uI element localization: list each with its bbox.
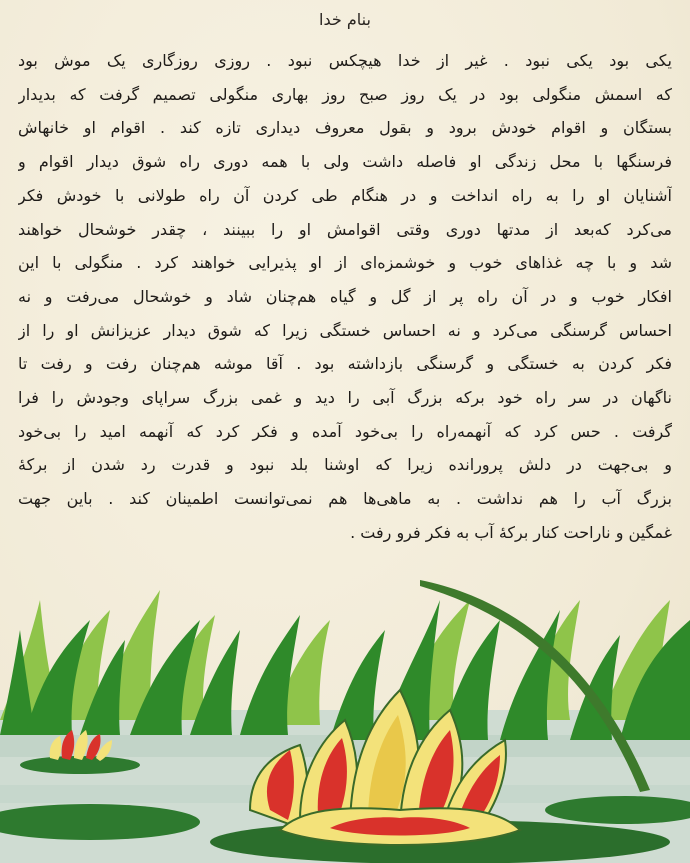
story-line: که اسمش منگولی بود در یک روز صبح روز بهاری منگولی تصمیم گرفت که بدیدار: [18, 84, 672, 104]
story-line: و بی‌جهت در دلش پرورانده زیرا که اوشنا بلد نبود و قدرت رد شدن از برکهٔ: [18, 455, 672, 475]
pond-illustration: [0, 560, 690, 863]
story-line: می‌کرد که‌بعد از مدتها دوری وقتی اقوامش او را ببینند ، چقدر خوشحال خواهند: [18, 219, 672, 239]
story-line: بزرگ آب را هم نداشت . به ماهی‌ها هم نمی‌توانست اطمینان کند . باین جهت: [18, 489, 672, 509]
story-line: فکر کردن به خستگی و گرسنگی بازداشته بود . آقا موشه هم‌چنان رفت و رفت تا: [18, 354, 672, 374]
story-line: فرسنگها با محل زندگی او فاصله داشت ولی با همه دوری راه شوق دیدار اقوام و: [18, 152, 672, 172]
story-line: گرفت . حس کرد که آنهمه‌راه را بی‌خود آمده و فکر کرد که آنهمه امید را بی‌خود: [18, 421, 672, 441]
story-line: احساس گرسنگی می‌کرد و نه احساس خستگی زیرا که شوق دیدار عزیزانش او را از: [18, 320, 672, 340]
page-title: بنام خدا: [319, 10, 371, 29]
story-line: شد و با چه غذاهای خوب و خوشمزه‌ای از او پذیرایی خواهند کرد . منگولی با این: [18, 253, 672, 273]
story-line: افکار خوب و در آن راه پر از گل و گیاه هم‌چنان شاد و خوشحال می‌رفت و نه: [18, 286, 672, 306]
story-line: بستگان و اقوام خودش برود و بقول معروف دیداری تازه کند . اقوام او خانهاش: [18, 118, 672, 138]
story-line: آشنایان او را به راه انداخت و در هنگام طی کردن آن راه طولانی با خودش فکر: [18, 185, 672, 205]
story-line: غمگین و ناراحت کنار برکهٔ آب به فکر فرو رفت .: [350, 522, 672, 542]
story-text: [18, 44, 672, 550]
story-line: ناگهان در سر راه خود برکه بزرگ آبی را دید و غمی بزرگ سراپای وجودش را فرا: [18, 388, 672, 408]
story-line: یکی بود یکی نبود . غیر از خدا هیچکس نبود . روزی روزگاری یک موش بود: [18, 51, 672, 70]
